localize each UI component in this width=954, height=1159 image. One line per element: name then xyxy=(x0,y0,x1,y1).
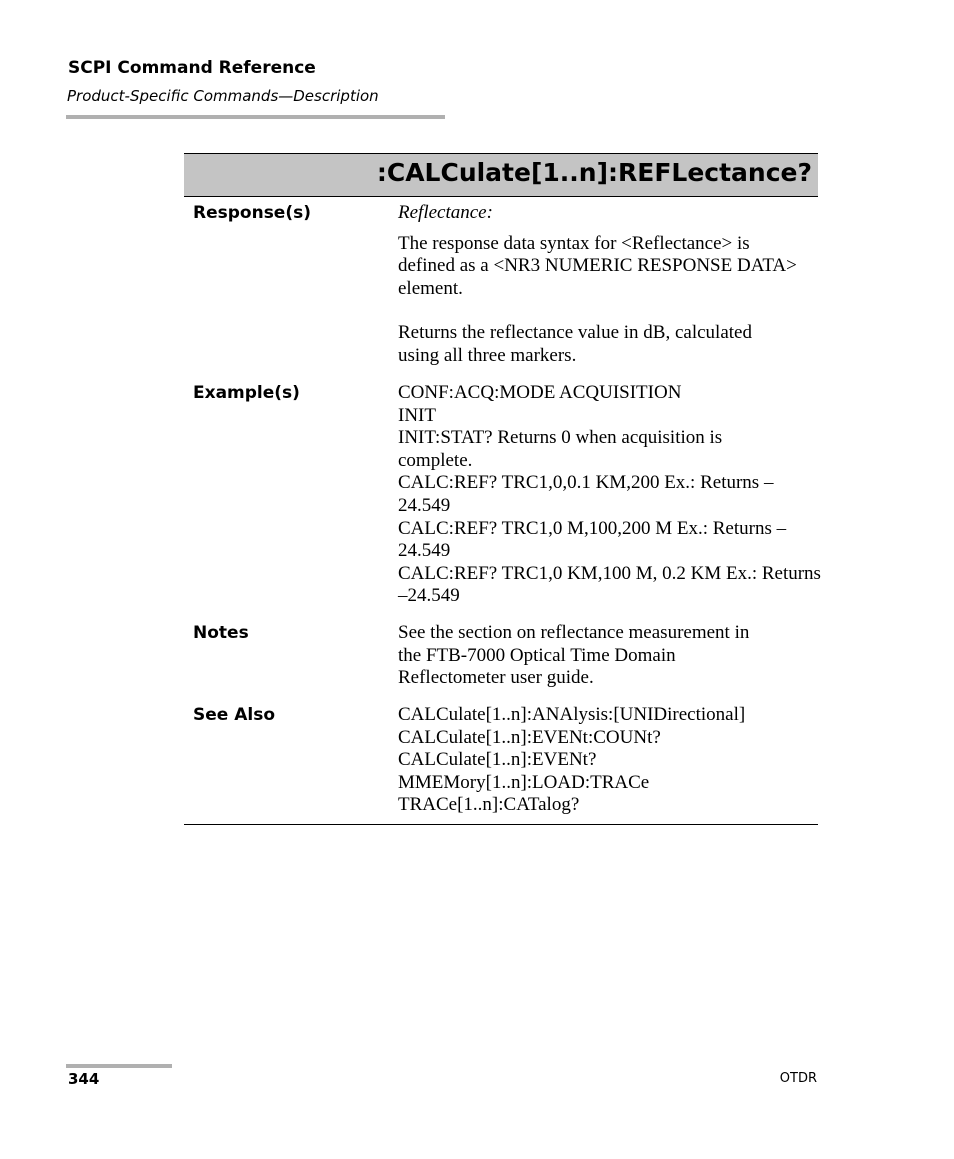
see-also-text xyxy=(398,704,816,817)
notes-text xyxy=(398,622,816,690)
example-line: CONF:ACQ:MODE ACQUISITION xyxy=(398,382,682,403)
document-name: OTDR xyxy=(779,1071,817,1086)
notes-line: the FTB-7000 Optical Time Domain xyxy=(398,644,676,666)
response-line: Returns the reflectance value in dB, calculated xyxy=(398,322,752,344)
example-line: CALC:REF? TRC1,0,0.1 KM,200 Ex.: Returns – xyxy=(398,472,774,494)
response-line: The response data syntax for <Reflectance> is xyxy=(398,232,750,254)
see-also-link: CALCulate[1..n]:EVENt? xyxy=(398,749,597,771)
response-line: using all three markers. xyxy=(398,344,577,366)
examples-label: Example(s) xyxy=(193,383,300,403)
table-end-divider xyxy=(184,824,818,825)
example-line: INIT xyxy=(398,404,436,426)
example-line: –24.549 xyxy=(398,585,460,607)
notes-line: See the section on reflectance measurement in xyxy=(398,622,750,643)
response-line: element. xyxy=(398,277,463,299)
see-also-label: See Also xyxy=(193,705,276,725)
header-divider xyxy=(66,115,445,119)
header-subtitle: Product-Specific Commands—Description xyxy=(67,87,379,105)
see-also-link: TRACe[1..n]:CATalog? xyxy=(398,794,580,816)
example-line: 24.549 xyxy=(398,540,451,562)
response-line: Reflectance: xyxy=(398,202,493,223)
response-text xyxy=(398,202,816,368)
header-title: SCPI Command Reference xyxy=(68,58,316,78)
example-line: complete. xyxy=(398,449,473,471)
see-also-link: CALCulate[1..n]:ANAlysis:[UNIDirectional] xyxy=(398,704,746,725)
response-label: Response(s) xyxy=(193,203,311,223)
notes-label: Notes xyxy=(193,623,249,643)
example-line: CALC:REF? TRC1,0 M,100,200 M Ex.: Returns – xyxy=(398,517,787,539)
see-also-link: CALCulate[1..n]:EVENt:COUNt? xyxy=(398,726,661,748)
notes-line: Reflectometer user guide. xyxy=(398,667,594,689)
page-number: 344 xyxy=(68,1070,100,1088)
command-name: :CALCulate[1..n]:REFLectance? xyxy=(376,158,812,187)
footer-divider xyxy=(66,1064,172,1068)
example-line: INIT:STAT? Returns 0 when acquisition is xyxy=(398,427,723,449)
example-line: CALC:REF? TRC1,0 KM,100 M, 0.2 KM Ex.: Returns xyxy=(398,562,821,584)
examples-text xyxy=(398,382,821,608)
response-line: defined as a <NR3 NUMERIC RESPONSE DATA> xyxy=(398,255,797,277)
example-line: 24.549 xyxy=(398,494,451,516)
see-also-link: MMEMory[1..n]:LOAD:TRACe xyxy=(398,771,650,793)
command-title-bar xyxy=(184,153,818,197)
